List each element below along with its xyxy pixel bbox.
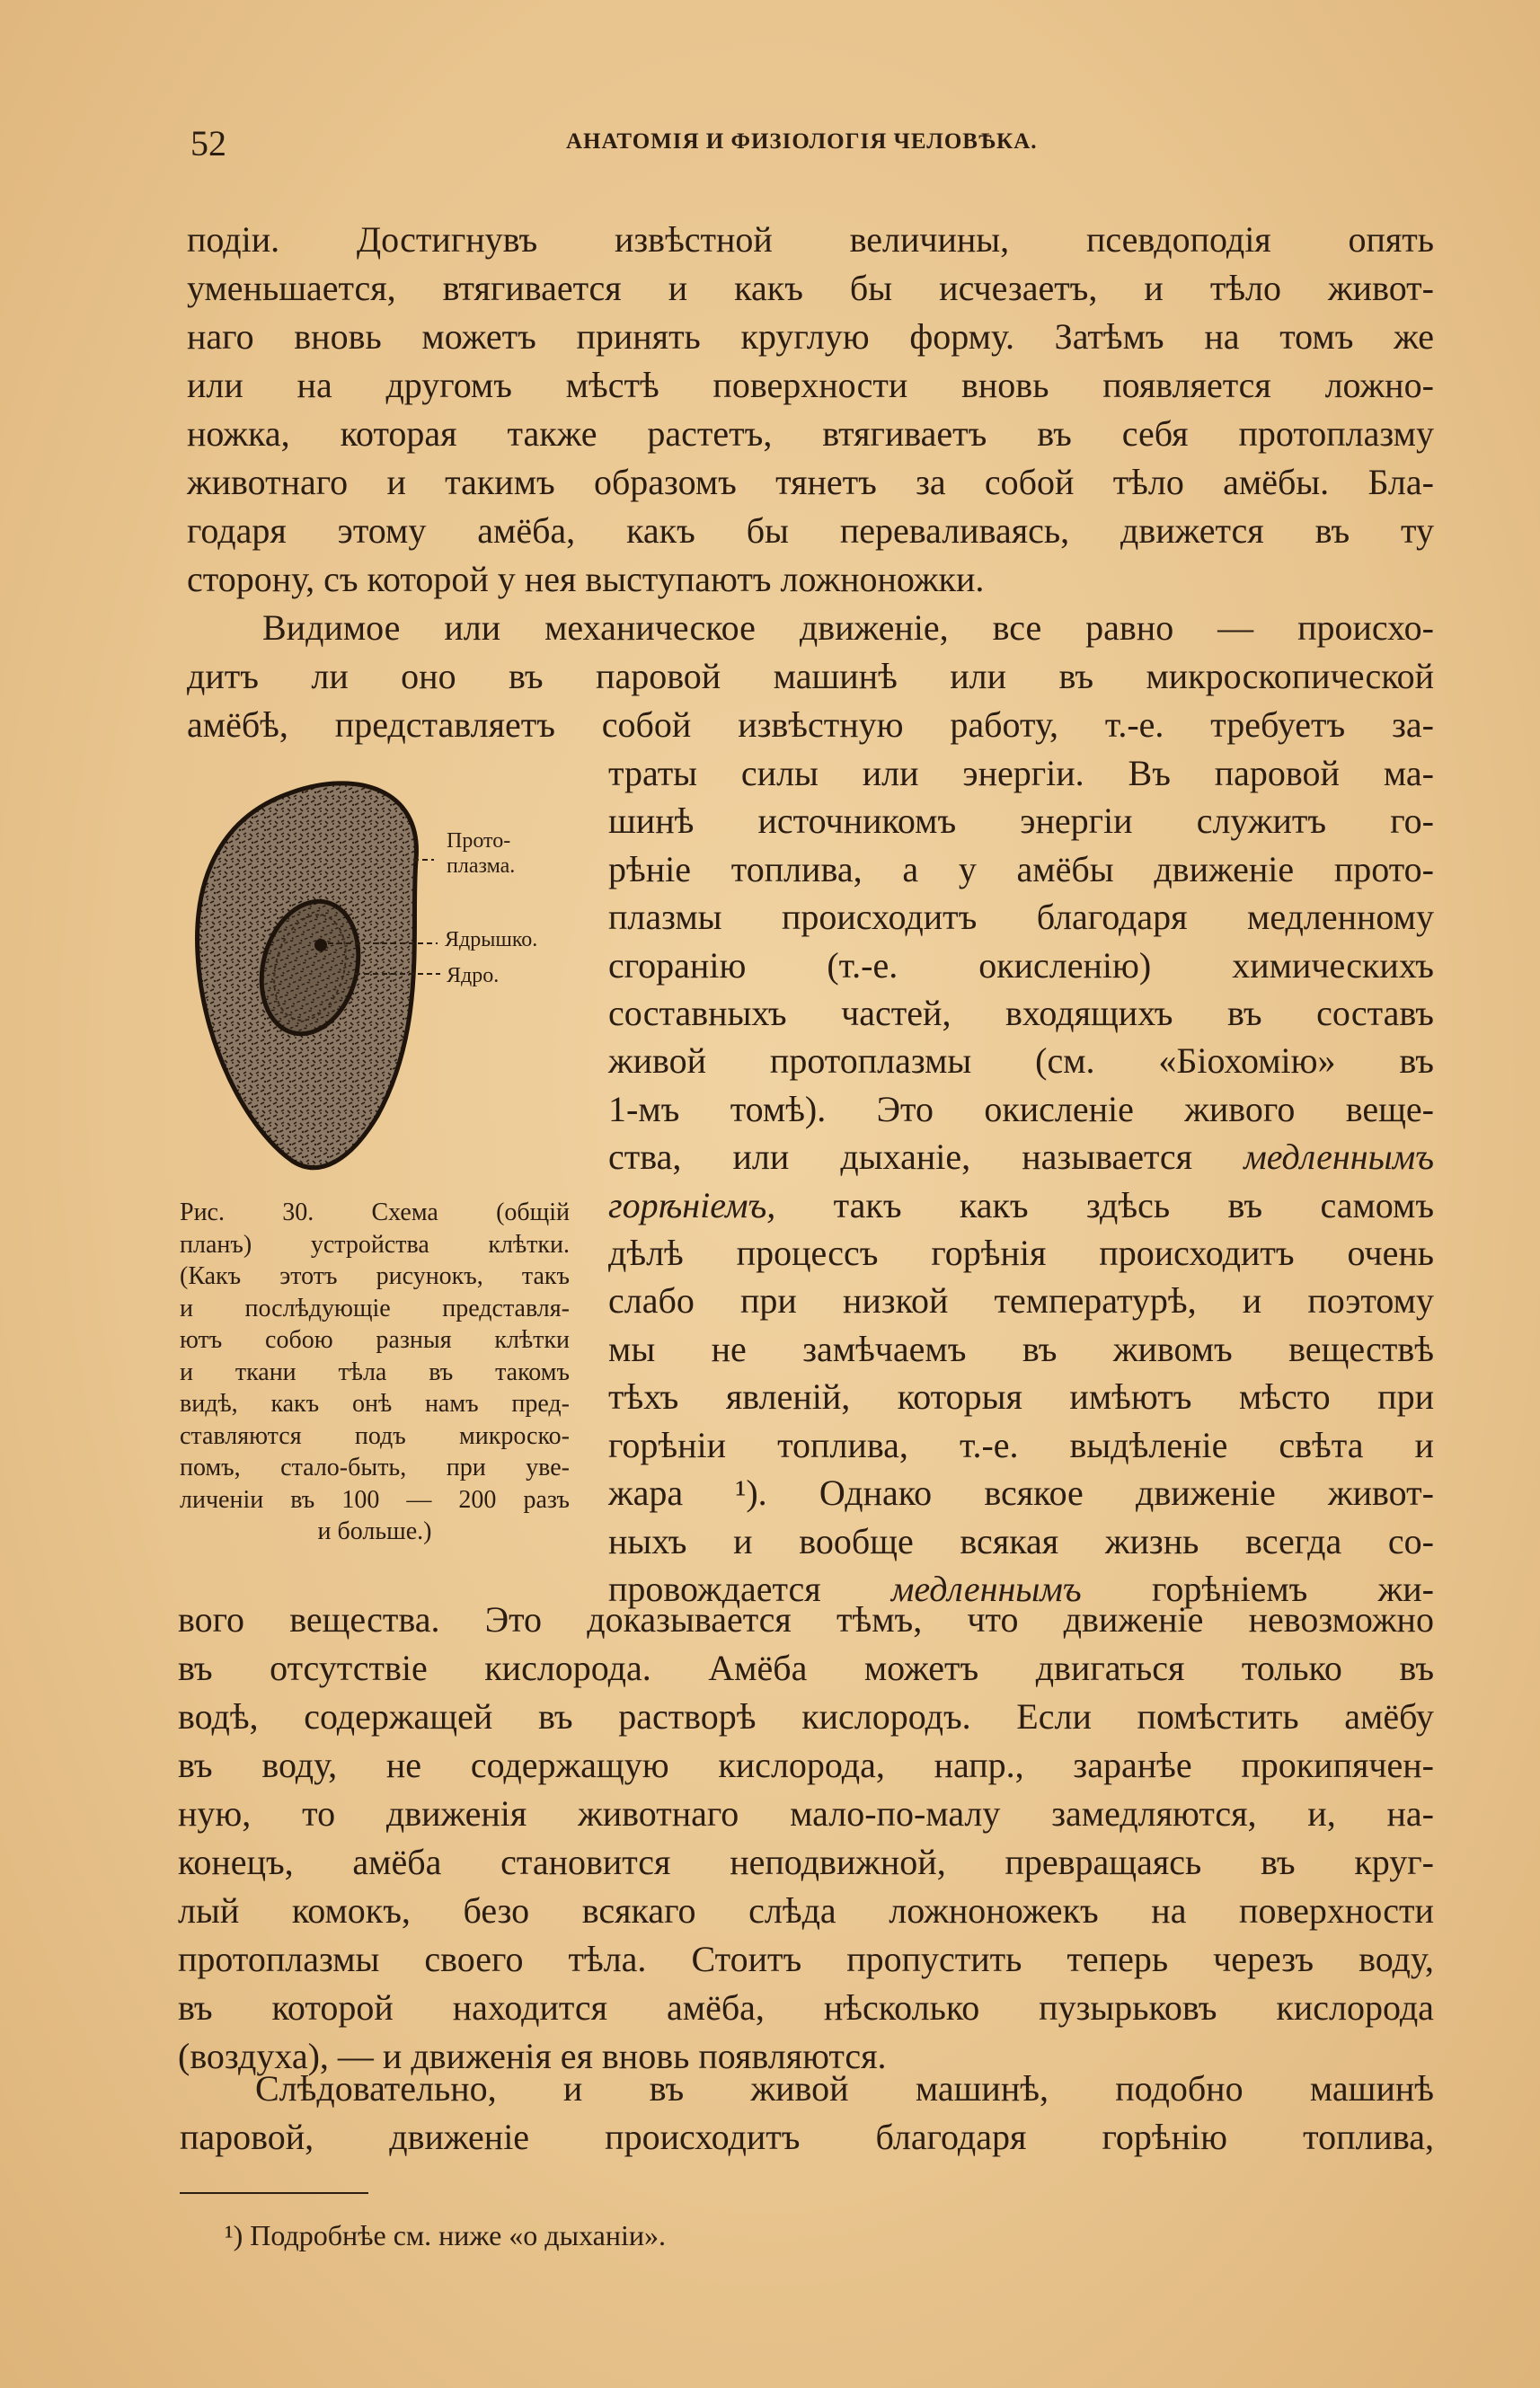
caption-line: и больше.) [317, 1517, 432, 1545]
text-line: конецъ, амёба становится неподвижной, превращаясь въ круг- [178, 1842, 1434, 1882]
text-line: сгоранію (т.-е. окисленію) химическихъ [608, 944, 1434, 986]
text-line: паровой, движеніе происходитъ благодаря горѣнію топлива, [180, 2117, 1434, 2157]
paragraph-3 [178, 1596, 1434, 2081]
text-line: плазмы происходитъ благодаря медленному [608, 897, 1434, 938]
caption-line: планъ) устройства клѣтки. [180, 1230, 570, 1259]
text-line: Видимое или механическое движеніе, все равно — происхо- [262, 607, 1434, 648]
caption-line: и ткани тѣла въ такомъ [180, 1358, 570, 1386]
text-line: въ отсутствіе кислорода. Амёба можетъ двигаться только въ [178, 1648, 1434, 1688]
footnote: ¹) Подробнѣе см. ниже «о дыханіи». [225, 2219, 666, 2251]
text-line: подіи. Достигнувъ извѣстной величины, псевдоподія опять [187, 219, 1434, 260]
text-line: горѣніи топлива, т.-е. выдѣленіе свѣта и [608, 1424, 1434, 1465]
text-line: тѣхъ явленій, которыя имѣютъ мѣсто при [608, 1376, 1434, 1418]
text-line: въ которой находится амёба, нѣсколько пузырьковъ кислорода [178, 1987, 1434, 2028]
caption-line: ютъ собою разныя клѣтки [180, 1326, 570, 1354]
paragraph-4 [180, 2065, 1434, 2162]
caption-line: ставляются подъ микроско- [180, 1421, 570, 1450]
page-header [189, 122, 1429, 167]
page-number: 52 [190, 123, 226, 164]
text-line: (воздуха), — и движенія ея вновь появляются. [178, 2036, 887, 2076]
text-line: ства, или дыханіе, называется медленнымъ [608, 1137, 1434, 1178]
caption-line: (Какъ этотъ рисунокъ, такъ [180, 1262, 570, 1290]
text-line: годаря этому амёба, какъ бы переваливаясь, движется въ ту [187, 510, 1434, 551]
text-line: или на другомъ мѣстѣ поверхности вновь появляется ложно- [187, 365, 1434, 405]
text-line: траты силы или энергіи. Въ паровой ма- [608, 753, 1434, 793]
text-line: шинѣ источникомъ энергіи служитъ го- [608, 800, 1434, 842]
text-line: живой протоплазмы (см. «Біохомію» въ [608, 1040, 1434, 1082]
caption-line: помъ, стало-быть, при уве- [180, 1454, 570, 1481]
label-nucleus: Ядро. [447, 964, 500, 987]
text-line: сторону, съ которой у нея выступаютъ ложноножки. [187, 559, 985, 599]
text-line: 1-мъ томѣ). Это окисленіе живого веще- [608, 1088, 1434, 1129]
nucleolus [314, 939, 327, 951]
text-line: горѣніемъ, такъ какъ здѣсь въ самомъ [608, 1184, 1434, 1225]
label-nucleolus: Ядрышко. [445, 928, 538, 951]
caption-line: личеніи въ 100 — 200 разъ [180, 1485, 570, 1514]
text-line: ную, то движенія животнаго мало-по-малу замедляются, и, на- [178, 1793, 1434, 1834]
text-line: жара ¹). Однако всякое движеніе живот- [608, 1473, 1434, 1514]
text-line: наго вновь можетъ принять круглую форму. Затѣмъ на томъ же [187, 316, 1434, 357]
caption-line: видѣ, какъ онѣ намъ пред- [180, 1390, 570, 1418]
text-line: рѣніе топлива, а у амёбы движеніе прото- [608, 848, 1434, 889]
text-line: амёбѣ, представляетъ собой извѣстную работу, т.-е. требуетъ за- [187, 704, 1434, 745]
text-line: Слѣдовательно, и въ живой машинѣ, подобно машинѣ [255, 2068, 1434, 2109]
running-head: АНАТОМІЯ И ФИЗІОЛОГІЯ ЧЕЛОВѢКА. [566, 129, 1038, 154]
text-line: водѣ, содержащей въ растворѣ кислородъ. Если помѣстить амёбу [178, 1696, 1434, 1737]
text-line: животнаго и такимъ образомъ тянетъ за собой тѣло амёбы. Бла- [187, 462, 1434, 502]
text-line: провождается медленнымъ горѣніемъ жи- [608, 1568, 1434, 1609]
footnote-divider [180, 2192, 368, 2194]
label-protoplasm-line-1: Прото- [447, 829, 511, 853]
text-line: вого вещества. Это доказывается тѣмъ, что движеніе невозможно [178, 1599, 1434, 1640]
paragraph-2-column [608, 749, 1434, 1613]
text-line: дитъ ли оно въ паровой машинѣ или въ микроскопической [187, 656, 1434, 696]
text-line: ныхъ и вообще всякая жизнь всегда со- [608, 1520, 1434, 1561]
text-line: протоплазмы своего тѣла. Стоитъ пропустить теперь черезъ воду, [178, 1939, 1434, 1979]
paragraph-1 [187, 216, 1434, 604]
text-line: слабо при низкой температурѣ, и поэтому [608, 1280, 1434, 1322]
caption-line: и послѣдующіе представля- [180, 1294, 570, 1322]
cell-figure [184, 774, 606, 1188]
text-line: составныхъ частей, входящихъ въ составъ [608, 993, 1434, 1034]
figure-caption [180, 1197, 570, 1548]
text-line: мы не замѣчаемъ въ живомъ веществѣ [608, 1328, 1434, 1369]
cell-illustration [184, 774, 606, 1188]
text-line: уменьшается, втягивается и какъ бы исчезаетъ, и тѣло живот- [187, 268, 1434, 308]
text-line: дѣлѣ процессъ горѣнія происходитъ очень [608, 1233, 1434, 1274]
label-protoplasm [447, 828, 515, 879]
text-line: въ воду, не содержащую кислорода, напр., заранѣе прокипячен- [178, 1745, 1434, 1785]
text-line: лый комокъ, безо всякаго слѣда ложноножекъ на поверхности [178, 1890, 1434, 1931]
label-protoplasm-line-2: плазма. [447, 854, 516, 878]
caption-line: Рис. 30. Схема (общій [180, 1198, 570, 1226]
text-line: ножка, которая также растетъ, втягиваетъ въ себя протоплазму [187, 413, 1434, 454]
paragraph-2 [187, 604, 1434, 749]
